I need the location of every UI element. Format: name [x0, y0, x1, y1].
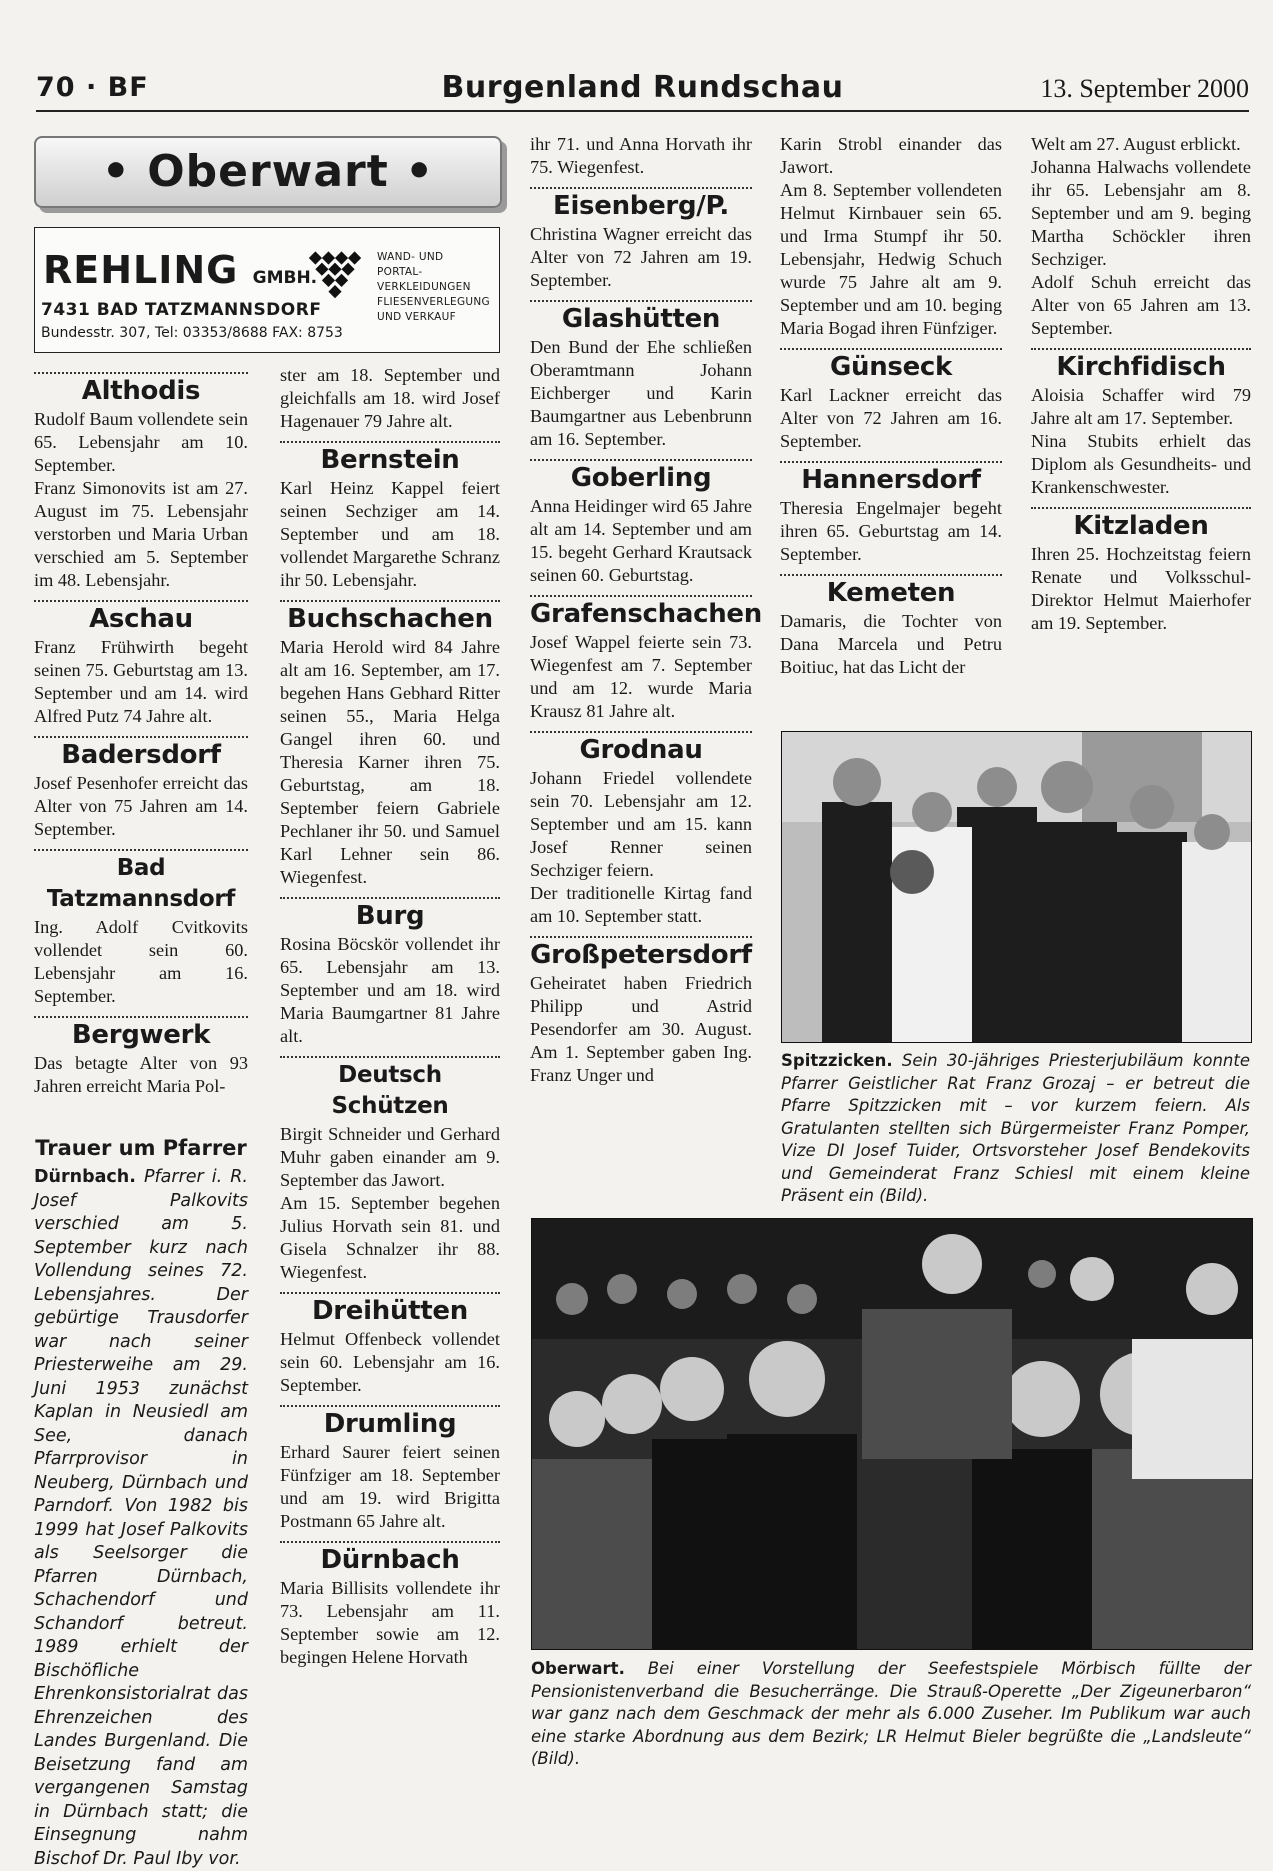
dotted-separator [530, 187, 752, 189]
column-3 [530, 133, 762, 1087]
dotted-separator [1031, 348, 1251, 350]
column-2 [280, 364, 500, 1669]
locality-section [280, 1409, 500, 1533]
locality-section [780, 352, 1002, 453]
locality-heading: Bergwerk [71, 1020, 211, 1050]
locality-text: Maria Herold wird 84 Jahre alt am 16. September, am 17. begehen Hans Gebhard Ritter seinen 55., Maria Helga Gangel ihren 60. und Theresia Karner ihren 75. Geburtstag, am 18. September feiern Gabriele Pechlaner ihr 50. und Samuel Karl Lehner sein 86. Wiegenfest. [280, 637, 500, 887]
locality-heading: Bad Tatzmannsdorf [46, 855, 236, 912]
locality-heading: Drumling [323, 1409, 457, 1439]
ad-location: 7431 BAD TATZMANNSDORF [41, 300, 322, 320]
locality-text: Aloisia Schaffer wird 79 Jahre alt am 17. September. [1031, 385, 1251, 428]
ad-logo: REHLING GMBH. [43, 248, 318, 292]
locality-section [280, 445, 500, 592]
locality-section [530, 191, 752, 292]
column-4 [780, 133, 1002, 679]
locality-text: Damaris, die Tochter von Dana Marcela und Petru Boitiuc, hat das Licht der [780, 611, 1002, 677]
locality-heading: Bernstein [320, 445, 460, 475]
locality-section [34, 376, 248, 592]
locality-text: Maria Billisits vollendete ihr 73. Lebensjahr am 11. September sowie am 12. begingen Helene Horvath [280, 1578, 500, 1667]
locality-heading: Kirchfidisch [1056, 352, 1226, 382]
locality-heading: Dürnbach [320, 1545, 460, 1575]
dotted-separator [780, 348, 1002, 350]
dotted-separator [530, 936, 752, 938]
locality-heading: Hannersdorf [801, 465, 981, 495]
locality-text: Franz Simonovits ist am 27. August im 75. Lebensjahr verstorben und Maria Urban verschied am 5. September im 48. Lebensjahr. [34, 478, 248, 590]
continued-text: ihr 71. und Anna Horvath ihr 75. Wiegenfest. [530, 134, 752, 177]
issue-date: 13. September 2000 [1040, 74, 1249, 103]
locality-heading: Kemeten [826, 578, 956, 608]
locality-text: Karl Lackner erreicht das Alter von 72 Jahren am 16. September. [780, 385, 1002, 451]
locality-section [34, 740, 248, 841]
ad-contact: Bundesstr. 307, Tel: 03353/8688 FAX: 8753 [41, 325, 343, 341]
locality-text: Johann Friedel vollendete sein 70. Lebensjahr am 12. September und am 15. kann Josef Renner seinen Sechziger feiern. [530, 768, 752, 880]
ad-services: WAND- UND PORTAL- VERKLEIDUNGEN FLIESENVERLEGUNG UND VERKAUF [377, 251, 490, 323]
dotted-separator [280, 1292, 500, 1294]
locality-section [280, 901, 500, 1048]
dotted-separator [280, 1541, 500, 1543]
locality-text: Der traditionelle Kirtag fand am 10. September statt. [530, 883, 752, 926]
locality-section [530, 940, 752, 1087]
locality-heading: Goberling [570, 463, 712, 493]
dotted-separator [530, 595, 752, 597]
locality-text: Helmut Offenbeck vollendet sein 60. Lebensjahr am 16. September. [280, 1329, 500, 1395]
locality-section [1031, 352, 1251, 499]
locality-text: Josef Wappel feierte sein 73. Wiegenfest am 7. September und am 12. wurde Maria Krausz 81 Jahre alt. [530, 632, 752, 721]
continued-text: Welt am 27. August erblickt. [1031, 134, 1241, 154]
page-number: 70 · BF [36, 72, 149, 103]
locality-heading: Dreihütten [312, 1296, 468, 1326]
locality-section [530, 599, 762, 723]
dotted-separator [34, 600, 248, 602]
dotted-separator [530, 459, 752, 461]
locality-section [530, 735, 752, 928]
dotted-separator [280, 441, 500, 443]
obituary-title: Trauer um Pfarrer [35, 1136, 247, 1160]
locality-text: Theresia Engelmajer begeht ihren 65. Geburtstag am 14. September. [780, 498, 1002, 564]
dotted-separator [780, 574, 1002, 576]
locality-heading: Großpetersdorf [530, 940, 752, 970]
locality-text: Franz Frühwirth begeht seinen 75. Geburtstag am 13. September und am 14. wird Alfred Putz 74 Jahre alt. [34, 637, 248, 726]
continued-text: Johanna Halwachs vollendete ihr 65. Lebensjahr am 8. September und am 9. beging Martha Schöckler ihren Sechziger. [1031, 157, 1251, 269]
region-banner: • Oberwart • [34, 136, 502, 208]
locality-text: Das betagte Alter von 93 Jahren erreicht Maria Pol- [34, 1053, 248, 1096]
continued-text: ster am 18. September und gleichfalls am 18. wird Josef Hagenauer 79 Jahre alt. [280, 365, 500, 431]
locality-section [34, 853, 248, 1008]
locality-section [1031, 511, 1251, 635]
column-1 [34, 364, 248, 1098]
locality-text: Am 15. September begehen Julius Horvath sein 81. und Gisela Schnalzer ihr 88. Wiegenfest. [280, 1193, 500, 1282]
tile-heart-icon [307, 244, 363, 300]
locality-heading: Althodis [81, 376, 201, 406]
obituary-box [34, 1130, 248, 1871]
continued-text: Karin Strobl einander das Jawort. [780, 134, 1002, 177]
locality-section [280, 1060, 500, 1284]
photo-oberwart-audience [531, 1218, 1253, 1650]
newspaper-title: Burgenland Rundschau [441, 70, 844, 105]
dotted-separator [780, 461, 1002, 463]
dotted-separator [1031, 507, 1251, 509]
locality-text: Rosina Böcskör vollendet ihr 65. Lebensjahr am 13. September und am 18. wird Maria Baumgartner 81 Jahre alt. [280, 934, 500, 1046]
dotted-separator [34, 736, 248, 738]
locality-heading: Günseck [829, 352, 953, 382]
dotted-separator [280, 600, 500, 602]
locality-text: Josef Pesenhofer erreicht das Alter von 75 Jahren am 14. September. [34, 773, 248, 839]
dotted-separator [530, 300, 752, 302]
locality-section [280, 1296, 500, 1397]
locality-section [34, 604, 248, 728]
locality-section [530, 304, 752, 451]
dotted-separator [34, 1016, 248, 1018]
locality-text: Birgit Schneider und Gerhard Muhr gaben einander am 9. September das Jawort. [280, 1124, 500, 1190]
locality-section [280, 1545, 500, 1669]
locality-heading: Eisenberg/P. [552, 191, 730, 221]
locality-heading: Buchschachen [287, 604, 493, 634]
locality-text: Nina Stubits erhielt das Diplom als Gesundheits- und Krankenschwester. [1031, 431, 1251, 497]
page-header [36, 70, 1249, 112]
locality-heading: Deutsch Schützen [331, 1062, 449, 1119]
locality-section [780, 578, 1002, 679]
locality-text: Erhard Saurer feiert seinen Fünfziger am 18. September und am 19. wird Brigitta Postmann 65 Jahre alt. [280, 1442, 500, 1531]
locality-heading: Aschau [89, 604, 193, 634]
locality-section [780, 465, 1002, 566]
locality-text: Anna Heidinger wird 65 Jahre alt am 14. September und am 15. begeht Gerhard Krautsack seinen 60. Geburtstag. [530, 496, 752, 585]
rehling-advertisement [34, 227, 500, 353]
locality-text: Ihren 25. Hochzeitstag feiern Renate und Volksschul-Direktor Helmut Maierhofer am 19. September. [1031, 544, 1251, 633]
continued-text: Am 8. September vollendeten Helmut Kirnbauer sein 65. und Irma Stumpf ihr 50. Lebensjahr, Hedwig Schuch wurde 75 Jahre alt am 9. September und am 10. beging Maria Bogad ihren Fünfziger. [780, 180, 1002, 338]
locality-text: Christina Wagner erreicht das Alter von 72 Jahren am 19. September. [530, 224, 752, 290]
dotted-separator [280, 1056, 500, 1058]
dotted-separator [280, 1405, 500, 1407]
locality-text: Geheiratet haben Friedrich Philipp und Astrid Pesendorfer am 30. August. Am 1. September gaben Ing. Franz Unger und [530, 973, 752, 1085]
photo-spitzzicken [781, 731, 1252, 1043]
photo-caption-spitzzicken: Spitzzicken. Sein 30-jähriges Priesterjubiläum konnte Pfarrer Geistlicher Rat Franz Grozaj – er betreut die Pfarre Spitzzicken mit – vor kurzem feiern. Als Gratulanten stellten sich Bürgermeister Franz Pomper, Vize DI Josef Tuider, Ortsvorsteher Josef Bendekovits und Gemeinderat Franz Schiesl mit einem kleine Präsent ein (Bild). [781, 1051, 1251, 1205]
locality-heading: Badersdorf [61, 740, 221, 770]
locality-text: Karl Heinz Kappel feiert seinen Sechziger am 14. September und am 18. vollendet Margarethe Schranz ihr 50. Lebensjahr. [280, 478, 500, 590]
locality-text: Den Bund der Ehe schließen Oberamtmann Johann Eichberger und Karin Baumgartner aus Lebenbrunn am 16. September. [530, 337, 752, 449]
locality-heading: Grodnau [579, 735, 703, 765]
locality-section [280, 604, 500, 889]
obituary-text: Dürnbach. Pfarrer i. R. Josef Palkovits verschied am 5. September kurz nach Vollendung seines 72. Lebensjahres. Der gebürtige Trausdorfer war nach seiner Priesterweihe am 29. Juni 1953 zunächst Kaplan in Neusiedl am See, danach Pfarrprovisor in Neuberg, Dürnbach und Parndorf. Von 1982 bis 1999 hat Josef Palkovits als Seelsorger die Pfarren Dürnbach, Schachendorf und Schandorf betreut. 1989 erhielt der Bischöfliche Ehrenkonsistorialrat das Ehrenzeichen des Landes Burgenland. Die Beisetzung fand am vergangenen Samstag in Dürnbach statt; die Einsegnung nahm Bischof Dr. Paul Iby vor. [34, 1167, 248, 1869]
continued-text: Adolf Schuh erreicht das Alter von 65 Jahren am 13. September. [1031, 272, 1251, 338]
column-5 [1031, 133, 1251, 635]
dotted-separator [280, 897, 500, 899]
locality-section [34, 1020, 248, 1098]
locality-heading: Burg [355, 901, 425, 931]
locality-text: Rudolf Baum vollendete sein 65. Lebensjahr am 10. September. [34, 409, 248, 475]
dotted-separator [34, 372, 248, 374]
dotted-separator [34, 849, 248, 851]
dotted-separator [530, 731, 752, 733]
locality-heading: Grafenschachen [530, 599, 762, 629]
locality-section [530, 463, 752, 587]
locality-text: Ing. Adolf Cvitkovits vollendet sein 60. Lebensjahr am 16. September. [34, 917, 248, 1006]
locality-heading: Glashütten [561, 304, 721, 334]
photo-caption-oberwart: Oberwart. Bei einer Vorstellung der Seefestspiele Mörbisch füllte der Pensionistenverband die Besucherränge. Die Strauß-Operette „Der Zigeunerbaron“ war ganz nach dem Geschmack der mehr als 6.000 Zuseher. Im Publikum war auch eine starke Abordnung aus dem Bezirk; LR Helmut Bieler begrüßte die „Landsleute“ (Bild). [531, 1659, 1251, 1768]
locality-heading: Kitzladen [1073, 511, 1209, 541]
